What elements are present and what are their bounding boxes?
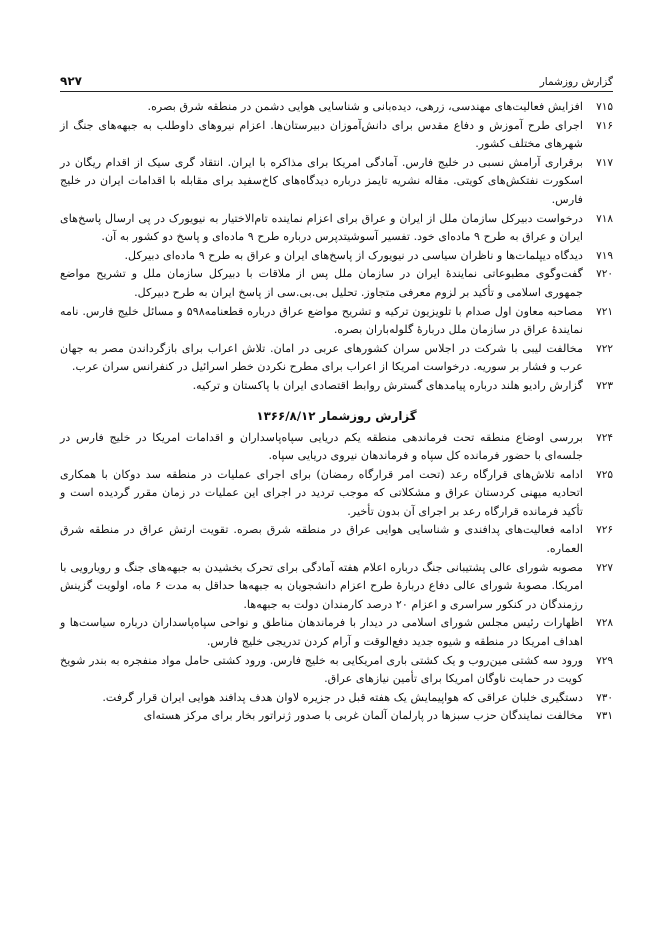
entry-item bbox=[60, 210, 613, 247]
entry-number: ۷۱۵ bbox=[596, 101, 613, 113]
entry-text: بررسی اوضاع منطقه تحت فرماندهی منطقه یکم دریایی سپاه‌پاسداران و اقدامات امریکا در خلیج فارس در جلسه‌ای با حضور فرمانده کل سپاه و فرماندهان نیروی دریایی سپاه. bbox=[60, 430, 583, 463]
entry-text: مخالفت نمایندگان حزب سبزها در پارلمان آلمان غربی با صدور ژنراتور بخار برای مرکز هسته‌ای bbox=[143, 709, 583, 723]
entry-number: ۷۲۵ bbox=[596, 468, 613, 481]
entry-item bbox=[60, 303, 613, 340]
entry-text: ادامه فعالیت‌های پدافندی و شناسایی هوایی عراق در منطقه شرق بصره. تقویت ارتش عراق در منطقه شرق العماره. bbox=[60, 523, 583, 556]
entry-number: ۷۲۸ bbox=[596, 617, 613, 630]
entry-number: ۷۳۰ bbox=[596, 691, 613, 704]
entry-number: ۷۱۸ bbox=[596, 212, 613, 225]
entry-text: گزارش رادیو هلند درباره پیامدهای گسترش روابط اقتصادی ایران با پاکستان و ترکیه. bbox=[192, 378, 583, 392]
entry-number: ۷۱۷ bbox=[596, 156, 613, 169]
entry-text: برقراری آرامش نسبی در خلیج فارس. آمادگی امریکا برای مذاکره با ایران. انتقاد گری سیک از اقدام ریگان در اسکورت نفتکش‌های کویتی. مقاله نشریه تایمز درباره دیدگاه‌های کاخ‌سفید برای مقابله با اقدامات ایران در خلیج فارس. bbox=[60, 155, 583, 206]
entry-number: ۷۲۹ bbox=[596, 654, 613, 667]
entry-text: ادامه تلاش‌های قرارگاه رعد (تحت امر قرارگاه رمضان) برای اجرای عملیات در منطقه سد دوکان با همکاری اتحادیه میهنی کردستان عراق و مشکلاتی که موجب تردید در اجرای این عملیات در زمان مقرر گردیده است و تأکید فرمانده قرارگاه رعد بر اجرای آن بدون تأخیر. bbox=[60, 467, 583, 518]
entry-text: دیدگاه دیپلمات‌ها و ناظران سیاسی در نیویورک از پاسخ‌های ایران و عراق به طرح ۹ ماده‌ای دبیرکل. bbox=[124, 248, 583, 262]
entry-item bbox=[60, 652, 613, 689]
entry-text: گفت‌وگوی مطبوعاتی نمایندهٔ ایران در سازمان ملل پس از ملاقات با دبیرکل سازمان ملل و تشریح مواضع جمهوری اسلامی و تأکید بر لزوم معرفی متجاوز. تحلیل بی.بی.سی از پاسخ ایران به طرح دبیرکل. bbox=[60, 267, 583, 299]
entry-text: مخالفت لیبی با شرکت در اجلاس سران کشورهای عربی در امان. تلاش اعراب برای بازگرداندن مصر به جهان عرب و فشار بر سوریه. درخواست امریکا از اعراب برای مطرح نکردن خطر اسرائیل در کنفرانس سران عرب. bbox=[60, 341, 583, 374]
entry-number: ۷۱۹ bbox=[596, 249, 613, 262]
entry-number: ۷۲۱ bbox=[596, 305, 613, 318]
entry-list-top bbox=[60, 98, 613, 396]
entry-list-bottom bbox=[60, 429, 613, 727]
entry-text: مصوبه شورای عالی پشتیبانی جنگ درباره اعلام هفته آمادگی برای تحرک بخشیدن به جبهه‌های جنگ و رویارویی با امریکا. مصوبهٔ شورای عالی دفاع دربارهٔ طرح اعزام دانشجویان به جبهه‌ها حداقل به مدت ۶ ماه، اولویت گزینش رزمندگان در کنکور سراسری و اعزام ۲۰ درصد کارمندان دولت به جبهه‌ها. bbox=[60, 560, 584, 611]
entry-number: ۷۳۱ bbox=[596, 710, 613, 723]
entry-item bbox=[60, 707, 613, 726]
entry-number: ۷۲۰ bbox=[596, 268, 613, 281]
entry-item bbox=[60, 521, 613, 558]
entry-text: دستگیری خلبان عراقی که هواپیمایش یک هفته قبل در جزیره لاوان هدف پدافند هوایی ایران قرار گرفت. bbox=[102, 690, 583, 704]
entry-item bbox=[60, 340, 613, 377]
entry-number: ۷۲۲ bbox=[596, 342, 613, 355]
entry-item bbox=[60, 117, 613, 154]
entry-item bbox=[60, 614, 613, 651]
entry-number: ۷۱۶ bbox=[596, 119, 613, 132]
entry-text: مصاحبه معاون اول صدام با تلویزیون ترکیه و تشریح مواضع عراق درباره قطعنامه۵۹۸ و مسائل خلیج فارس. نامه نمایندهٔ عراق در سازمان ملل دربارهٔ گلوله‌باران بصره. bbox=[60, 304, 584, 337]
entry-number: ۷۲۶ bbox=[596, 524, 613, 537]
entry-text: ورود سه کشتی مین‌روب و یک کشتی باری امریکایی به خلیج فارس. ورود کشتی حامل مواد منفجره به بندر شویخ کویت در حمایت ناوگان امریکا برای تأمین نیازهای عراق. bbox=[60, 653, 583, 686]
entry-item bbox=[60, 559, 613, 615]
entry-item bbox=[60, 689, 613, 708]
entry-text: درخواست دبیرکل سازمان ملل از ایران و عراق برای اعزام نماینده تام‌الاختیار به نیویورک در پی ارسال پاسخ‌های ایران و عراق به طرح ۹ ماده‌ای خود. تفسیر آسوشیتدپرس درباره طرح ۹ ماده‌ای و پاسخ دو کشور به آن. bbox=[60, 211, 583, 244]
entry-item bbox=[60, 265, 613, 302]
section-heading: گزارش روزشمار ۱۳۶۶/۸/۱۲ bbox=[256, 408, 417, 423]
running-header-title: گزارش روزشمار bbox=[539, 76, 613, 88]
entry-text: اظهارات رئیس مجلس شورای اسلامی در دیدار با فرماندهان مناطق و نواحی سپاه‌پاسداران درباره سیاست‌ها و اهداف امریکا در منطقه و شیوه جدید دفع‌الوقت و آرام کردن تدریجی خلیج فارس. bbox=[60, 616, 583, 649]
entry-item bbox=[60, 154, 613, 210]
entry-item bbox=[60, 98, 613, 117]
entry-item bbox=[60, 377, 613, 396]
entry-number: ۷۲۴ bbox=[596, 431, 613, 444]
entry-text: اجرای طرح آموزش و دفاع مقدس برای دانش‌آموزان دبیرستان‌ها. اعزام نیروهای داوطلب به جبهه‌های جنگ از شهرهای مختلف کشور. bbox=[60, 118, 583, 151]
entry-item bbox=[60, 466, 613, 522]
entry-number: ۷۲۷ bbox=[596, 561, 613, 574]
entry-item bbox=[60, 247, 613, 266]
running-header bbox=[60, 66, 613, 92]
entry-item bbox=[60, 429, 613, 466]
entry-text: افزایش فعالیت‌های مهندسی، زرهی، دیده‌بانی و شناسایی هوایی دشمن در منطقه شرق بصره. bbox=[147, 100, 583, 113]
document-page bbox=[60, 66, 613, 726]
entry-number: ۷۲۳ bbox=[596, 379, 613, 392]
page-number: ۹۲۷ bbox=[60, 74, 82, 88]
